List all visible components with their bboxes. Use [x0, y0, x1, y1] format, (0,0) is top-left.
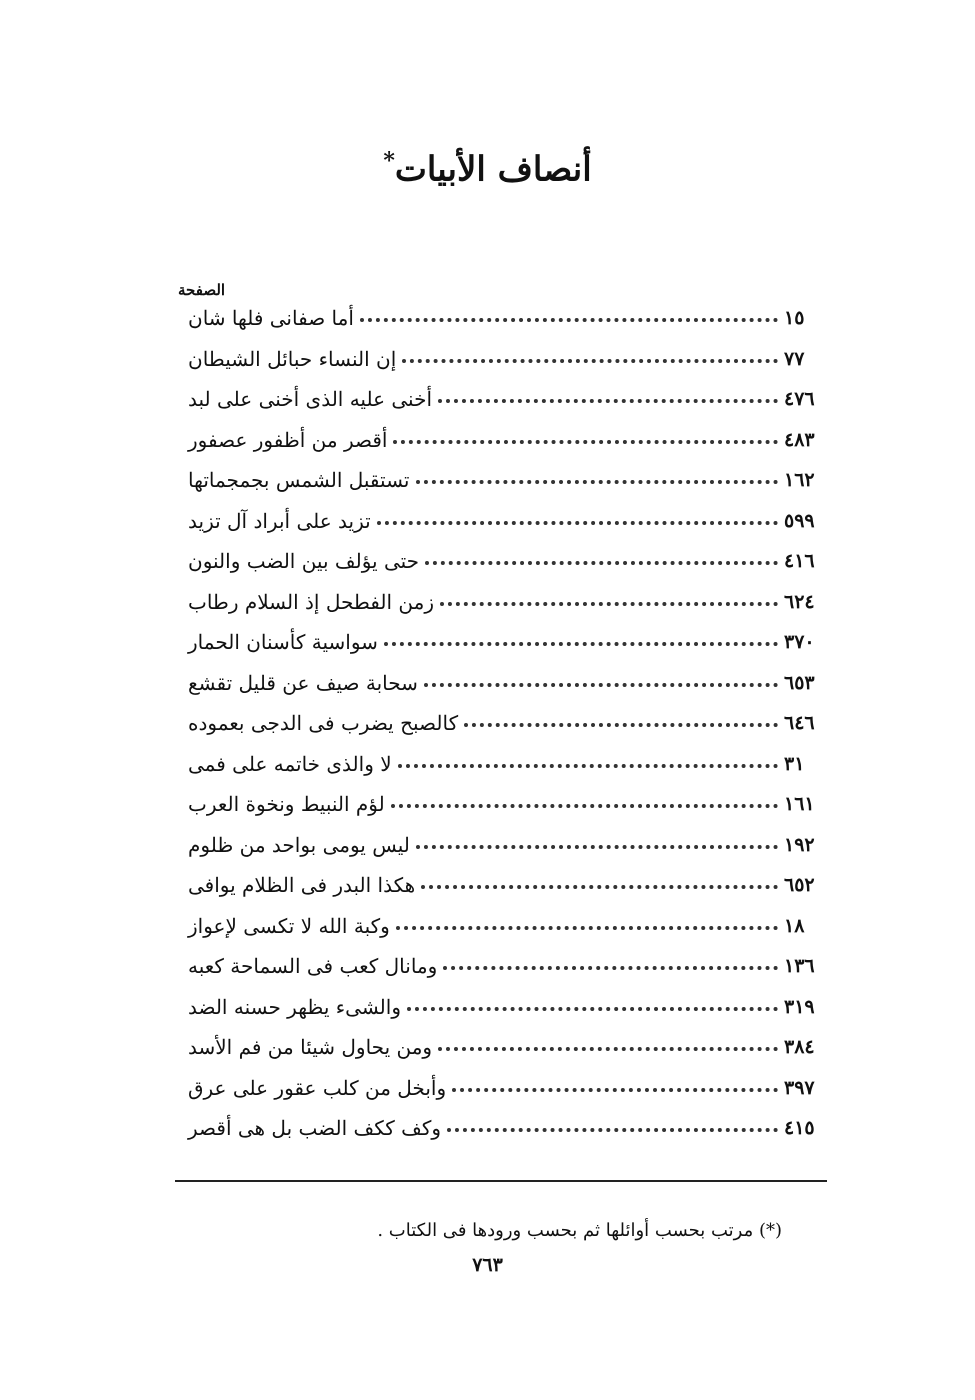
verse-text: زمن الفطحل إذ السلام رطاب	[188, 589, 435, 614]
page-reference: ٤٧٦	[784, 388, 815, 411]
page-reference: ٣٧٠	[784, 631, 815, 654]
index-entry	[178, 501, 828, 542]
page-number: ٧٦٣	[472, 1254, 503, 1276]
footnote: (*) مرتب بحسب أوائلها ثم بحسب ورودها فى الكتاب .	[377, 1220, 782, 1241]
verse-text: إن النساء حبائل الشيطان	[188, 346, 397, 371]
verse-text: أما صفانى فلها شان	[188, 306, 354, 331]
index-entry	[178, 784, 828, 825]
footnote-divider	[175, 1180, 827, 1182]
verse-text: ومن يحاول شيئا من فم الأسد	[188, 1035, 433, 1060]
dot-leader	[421, 885, 778, 889]
page-reference: ٤٨٣	[784, 428, 815, 451]
verse-text: ليس يومى بواحد من ظلوم	[188, 832, 410, 857]
verse-index	[178, 298, 828, 1149]
verse-text: وكف ككف الضب بل هى أقصر	[188, 1116, 441, 1141]
index-entry	[178, 825, 828, 866]
verse-text: تستقبل الشمس بجمجماتها	[188, 468, 410, 493]
dot-leader	[416, 845, 778, 849]
page-reference: ١٨	[784, 914, 805, 937]
verse-text: حتى يؤلف بين الضب والنون	[188, 549, 420, 574]
index-entry	[178, 420, 828, 461]
dot-leader	[443, 966, 778, 970]
dot-leader	[440, 602, 778, 606]
verse-text: لا والذى خاتمه على فمى	[188, 751, 392, 776]
title-footnote-mark: *	[383, 148, 395, 174]
index-entry	[178, 946, 828, 987]
dot-leader	[393, 440, 778, 444]
verse-text: لؤم النبيط ونخوة العرب	[188, 792, 385, 817]
verse-text: كالصبح يضرب فى الدجى بعموده	[188, 711, 459, 736]
verse-text: تزيد على أبراد آل تزيد	[188, 508, 371, 533]
verse-text: ومانال كعب فى السماحة كعبه	[188, 954, 438, 979]
dot-leader	[396, 926, 778, 930]
page-reference: ٦٤٦	[784, 712, 815, 735]
index-entry	[178, 1027, 828, 1068]
index-entry	[178, 339, 828, 380]
title-text: أنصاف الأبيات	[394, 149, 592, 190]
page-reference: ١٥	[784, 307, 805, 330]
dot-leader	[438, 1047, 778, 1051]
index-entry	[178, 379, 828, 420]
dot-leader	[425, 561, 778, 565]
page-reference: ٧٧	[784, 347, 805, 370]
index-entry	[178, 744, 828, 785]
page-reference: ٦٥٢	[784, 874, 815, 897]
page-reference: ٦٢٤	[784, 590, 815, 613]
verse-text: وكبة الله لا تكسى لإعواز	[188, 913, 390, 938]
page-column-header: الصفحة	[178, 281, 226, 299]
dot-leader	[398, 764, 778, 768]
page-reference: ١٦١	[784, 793, 815, 816]
dot-leader	[447, 1128, 778, 1132]
dot-leader	[391, 804, 778, 808]
page-reference: ١٩٢	[784, 833, 815, 856]
verse-text: سواسية كأسنان الحمار	[188, 630, 378, 655]
page-reference: ٥٩٩	[784, 509, 815, 532]
page-reference: ٤١٥	[784, 1117, 815, 1140]
page-reference: ٣٨٤	[784, 1036, 815, 1059]
dot-leader	[377, 521, 778, 525]
index-entry	[178, 1068, 828, 1109]
verse-text: أخنى عليه الذى أخنى على لبد	[188, 387, 433, 412]
page-reference: ٦٥٣	[784, 671, 815, 694]
page-reference: ١٦٢	[784, 469, 815, 492]
dot-leader	[407, 1007, 778, 1011]
verse-text: سحابة صيف عن قليل تقشع	[188, 670, 418, 695]
dot-leader	[438, 399, 778, 403]
page-reference: ٣١	[784, 752, 805, 775]
index-entry	[178, 298, 828, 339]
index-entry	[178, 460, 828, 501]
dot-leader	[402, 359, 778, 363]
verse-text: وأبخل من كلب عقور على عرق	[188, 1075, 447, 1100]
index-entry	[178, 906, 828, 947]
index-entry	[178, 865, 828, 906]
page-reference: ٣١٩	[784, 995, 815, 1018]
index-entry	[178, 622, 828, 663]
index-entry	[178, 703, 828, 744]
dot-leader	[464, 723, 778, 727]
page-reference: ٣٩٧	[784, 1076, 815, 1099]
page-reference: ١٣٦	[784, 955, 815, 978]
page-reference: ٤١٦	[784, 550, 815, 573]
index-entry	[178, 987, 828, 1028]
dot-leader	[384, 642, 778, 646]
index-entry	[178, 663, 828, 704]
index-entry	[178, 541, 828, 582]
dot-leader	[416, 480, 779, 484]
dot-leader	[452, 1088, 778, 1092]
page-title	[0, 148, 975, 189]
verse-text: هكذا البدر فى الظلام يوافى	[188, 873, 416, 898]
verse-text: والشىء يظهر حسنه الضد	[188, 994, 401, 1019]
index-entry	[178, 1108, 828, 1149]
dot-leader	[424, 683, 778, 687]
verse-text: أقصر من أظفور عصفور	[188, 427, 388, 452]
dot-leader	[360, 318, 778, 322]
index-entry	[178, 582, 828, 623]
